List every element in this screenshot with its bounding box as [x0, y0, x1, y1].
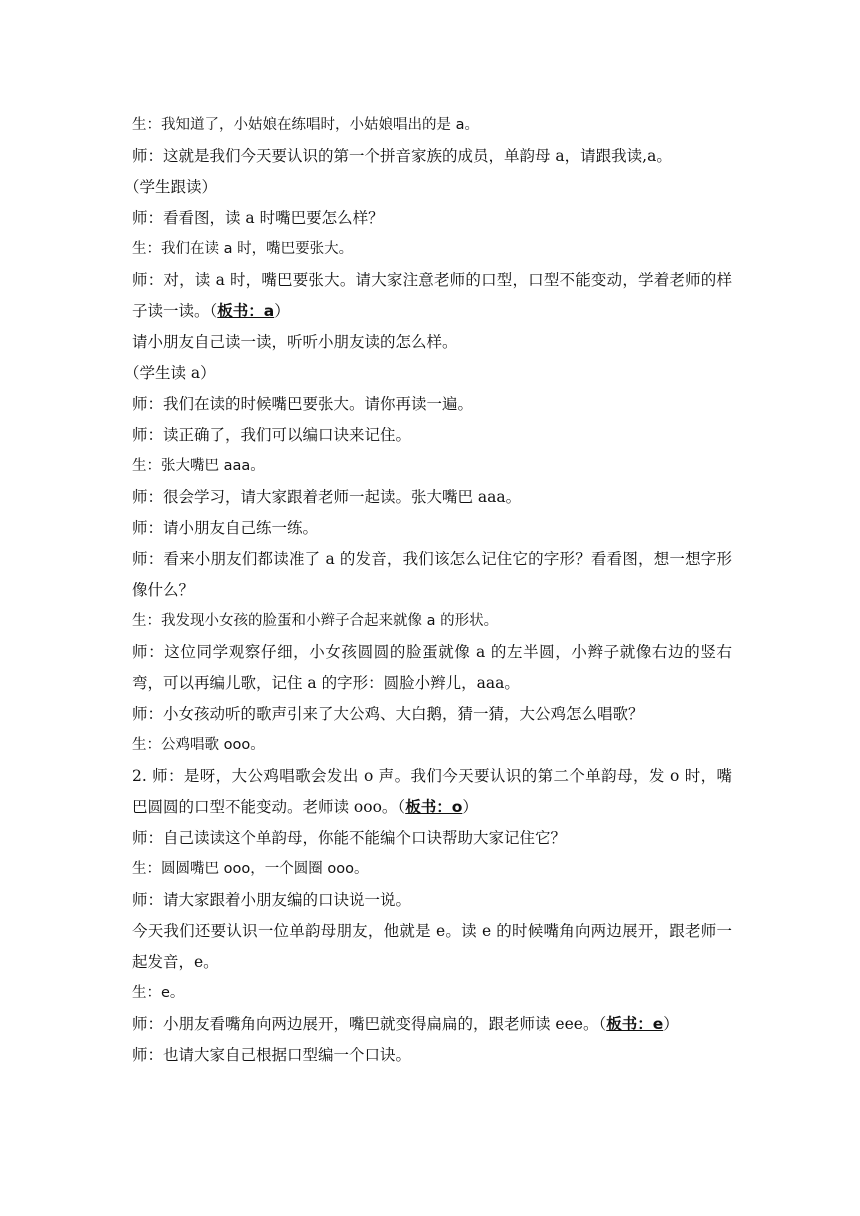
paragraph-text: 2. 师：是呀，大公鸡唱歌会发出 o 声。我们今天要认识的第二个单韵母，发 o 时，嘴巴圆圆的口型不能变动。老师读 ooo。（	[132, 767, 732, 816]
paragraph: 师：这就是我们今天要认识的第一个拼音家族的成员，单韵母 a，请跟我读,a。	[132, 147, 672, 165]
paragraph: 师：这位同学观察仔细，小女孩圆圆的脸蛋就像 a 的左半圆，小辫子就像右边的竖右弯，可以再编儿歌，记住 a 的字形：圆脸小辫儿，aaa。	[132, 643, 732, 692]
paragraph-text-after: ）	[462, 798, 478, 816]
paragraph: 师：小女孩动听的歌声引来了大公鸡、大白鹅，猜一猜，大公鸡怎么唱歌？	[132, 705, 644, 723]
paragraph: 生：圆圆嘴巴 ooo，一个圆圈 ooo。	[132, 861, 369, 877]
paragraph: 生：e。	[132, 985, 185, 1001]
paragraph: 生：我们在读 a 时，嘴巴要张大。	[132, 241, 354, 257]
paragraph: 生：公鸡唱歌 ooo。	[132, 737, 265, 753]
paragraph: 师：自己读读这个单韵母，你能不能编个口诀帮助大家记住它？	[132, 829, 567, 847]
paragraph: 师：请小朋友自己练一练。	[132, 519, 319, 537]
paragraph: 生：张大嘴巴 aaa。	[132, 458, 265, 474]
paragraph: 师：看来小朋友们都读准了 a 的发音，我们该怎么记住它的字形？看看图，想一想字形像什么？	[132, 550, 732, 599]
paragraph: 师：请大家跟着小朋友编的口诀说一说。	[132, 891, 412, 909]
paragraph: 生：我发现小女孩的脸蛋和小辫子合起来就像 a 的形状。	[132, 613, 499, 629]
paragraph: 请小朋友自己读一读，听听小朋友读的怎么样。	[132, 333, 458, 351]
board-note: 板书：o	[405, 798, 463, 816]
paragraph-text-after: ）	[663, 1015, 679, 1033]
paragraph: 生：我知道了，小姑娘在练唱时，小姑娘唱出的是 a。	[132, 117, 479, 133]
paragraph	[132, 265, 732, 327]
paragraph: 今天我们还要认识一位单韵母朋友，他就是 e。读 e 的时候嘴角向两边展开，跟老师一起发音，e。	[132, 922, 732, 971]
paragraph-text-after: ）	[274, 302, 290, 320]
paragraph	[132, 1009, 732, 1040]
board-note: 板书：a	[217, 302, 275, 320]
paragraph: （学生跟读）	[124, 178, 218, 196]
board-note: 板书：e	[606, 1015, 664, 1033]
paragraph-text: 师：小朋友看嘴角向两边展开，嘴巴就变得扁扁的，跟老师读 eee。（	[132, 1015, 607, 1033]
paragraph: 师：读正确了，我们可以编口诀来记住。	[132, 426, 412, 444]
paragraph: 师：也请大家自己根据口型编一个口诀。	[132, 1046, 412, 1064]
paragraph: 师：我们在读的时候嘴巴要张大。请你再读一遍。	[132, 395, 474, 413]
paragraph	[132, 761, 732, 823]
document-page	[124, 110, 732, 1071]
paragraph: 师：看看图，读 a 时嘴巴要怎么样？	[132, 209, 384, 227]
paragraph-text: 师：对，读 a 时，嘴巴要张大。请大家注意老师的口型，口型不能变动，学着老师的样子读一读。（	[132, 271, 732, 320]
paragraph: （学生读 a）	[124, 364, 216, 382]
paragraph: 师：很会学习，请大家跟着老师一起读。张大嘴巴 aaa。	[132, 488, 522, 506]
